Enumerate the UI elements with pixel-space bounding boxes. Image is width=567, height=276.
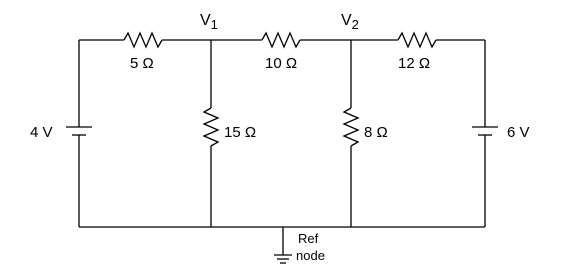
resistor-label-10-ohm: 10 Ω: [265, 55, 298, 72]
ground-icon: [274, 255, 292, 263]
resistor-label-12-ohm: 12 Ω: [398, 55, 431, 72]
resistor-8-ohm: [344, 108, 358, 146]
node-label-v1: $V_1$: [200, 12, 218, 32]
node-label-v2: $V_2$: [341, 12, 359, 32]
resistor-label-5-ohm: 5 Ω: [130, 55, 154, 72]
resistor-label-15-ohm: 15 Ω: [224, 124, 257, 141]
ref-node-label-line2: node: [296, 248, 325, 263]
resistor-label-8-ohm: 8 Ω: [364, 124, 388, 141]
ref-node-label-line1: Ref: [298, 231, 319, 246]
resistor-10-ohm: [262, 33, 300, 47]
source-label-6v: 6 V: [507, 124, 530, 141]
resistor-5-ohm: [124, 33, 162, 47]
source-label-4v: 4 V: [30, 124, 53, 141]
resistor-15-ohm: [204, 108, 218, 146]
resistor-12-ohm: [398, 33, 436, 47]
